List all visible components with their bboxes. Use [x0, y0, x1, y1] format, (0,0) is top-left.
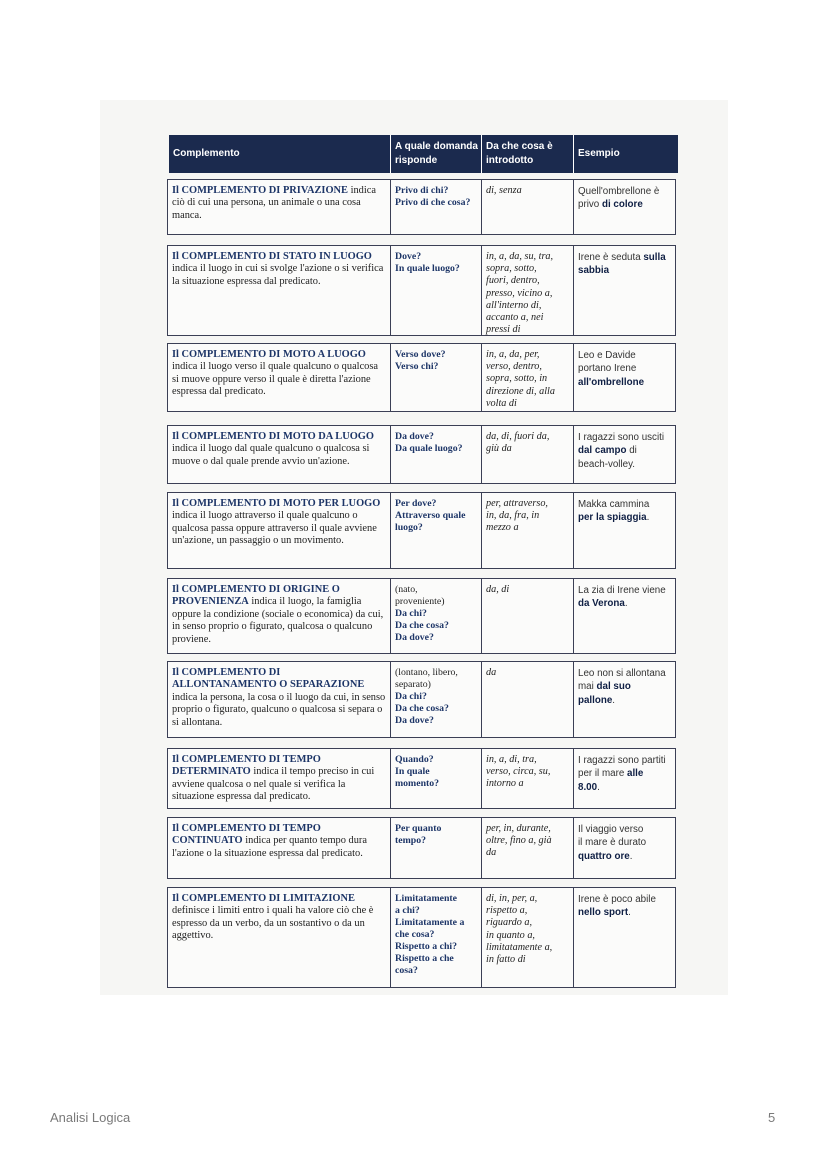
table-row: [167, 245, 676, 336]
complemento-title: Il COMPLEMENTO DI ORIGINE O PROVENIENZA: [172, 584, 340, 608]
complemento-title: Il COMPLEMENTO DI MOTO PER LUOGO: [172, 498, 381, 509]
example-highlight: di colore: [601, 199, 643, 211]
introduction-cell: [481, 662, 573, 737]
example-highlight: quattro ore: [578, 850, 630, 862]
question-text: Quando? In quale momento?: [395, 754, 440, 789]
header-domanda: A quale domanda risponde: [391, 135, 482, 173]
complemento-cell: [168, 749, 390, 808]
question-cell: [390, 579, 481, 653]
question-cell: [390, 749, 481, 808]
example-pre: Il viaggio verso il mare è durato: [578, 824, 647, 849]
table-row: [167, 492, 676, 569]
question-cell: [390, 246, 481, 335]
example-pre: Irene è poco abile: [578, 894, 656, 905]
table-row: [167, 179, 676, 235]
complemento-cell: [168, 662, 390, 737]
question-prefix: (nato, proveniente): [395, 584, 445, 607]
complemento-description: indica il tempo preciso in cui avviene qualcosa o nel quale si verifica la situazione espressa dal predicato.: [172, 766, 375, 803]
complemento-cell: [168, 246, 390, 335]
introduction-text: in, a, da, su, tra, sopra, sotto, fuori, dentro, presso, vicino a, all'interno di, accanto a, nei pressi di: [486, 251, 554, 335]
table-row: [167, 817, 676, 879]
introduction-cell: [481, 426, 573, 483]
table-row: [167, 425, 676, 484]
example-post: .: [628, 907, 631, 919]
table-row: [167, 887, 676, 988]
example-cell: [573, 749, 675, 808]
question-cell: [390, 888, 481, 987]
example-post: .: [624, 598, 628, 610]
complemento-description: indica il luogo attraverso il quale qualcuno o qualcosa passa oppure attraverso il quale avviene un'azione, un passaggio o un movimento.: [172, 510, 377, 547]
example-text: [578, 584, 671, 611]
example-pre: Makka cammina: [578, 499, 650, 510]
table-row: [167, 343, 676, 412]
example-text: [578, 498, 671, 525]
header-introdotto: Da che cosa è introdotto: [482, 135, 574, 173]
introduction-text: in, a, di, tra, verso, circa, su, intorno a: [486, 754, 551, 790]
example-highlight: alle 8.00: [578, 768, 644, 793]
complemento-description: definisce i limiti entro i quali ha valore ciò che è espresso da un verbo, da un sostantivo o da un aggettivo.: [172, 905, 374, 942]
complemento-title: Il COMPLEMENTO DI ALLONTANAMENTO O SEPARAZIONE: [172, 667, 365, 691]
question-text: Limitatamente a chi? Limitatamente a che cosa? Rispetto a chi? Rispetto a che cosa?: [395, 893, 465, 976]
introduction-cell: [481, 344, 573, 411]
example-text: [578, 349, 671, 389]
example-cell: [573, 888, 675, 987]
example-pre: La zia di Irene viene: [578, 585, 666, 596]
introduction-cell: [481, 749, 573, 808]
example-post: .: [629, 850, 633, 862]
complemento-description: indica ciò di cui una persona, un animale o una cosa manca.: [172, 185, 376, 221]
example-text: [578, 823, 671, 863]
question-text: Per dove? Attraverso quale luogo?: [395, 498, 466, 533]
header-complemento: Complemento: [169, 135, 391, 173]
introduction-text: in, a, da, per, verso, dentro, sopra, sotto, in direzione di, alla volta di: [486, 349, 555, 409]
example-highlight: dal campo: [578, 445, 627, 457]
complemento-title: Il COMPLEMENTO DI STATO IN LUOGO: [172, 251, 372, 262]
introduction-text: da: [486, 667, 497, 678]
introduction-text: di, senza: [486, 185, 522, 196]
example-text: [578, 185, 671, 212]
complemento-cell: [168, 493, 390, 568]
example-pre: Leo e Davide portano Irene: [578, 350, 637, 375]
example-cell: [573, 180, 675, 234]
complemento-cell: [168, 579, 390, 653]
table-row: [167, 578, 676, 654]
example-cell: [573, 493, 675, 568]
example-highlight: nello sport: [578, 907, 629, 919]
table-row: [167, 748, 676, 809]
question-text: Da dove? Da quale luogo?: [395, 431, 463, 454]
introduction-cell: [481, 818, 573, 878]
complemento-cell: [168, 426, 390, 483]
table-row: [167, 661, 676, 738]
header-esempio: Esempio: [578, 148, 620, 159]
example-post: di beach-volley.: [578, 445, 637, 470]
complemento-description: indica il luogo verso il quale qualcuno o qualcosa si muove oppure verso il quale è diretta l'azione espressa dal predicato.: [172, 361, 379, 398]
complemento-description: indica per quanto tempo dura l'azione o la situazione espressa dal predicato.: [172, 835, 367, 859]
example-post: .: [646, 512, 650, 524]
complemento-description: indica il luogo in cui si svolge l'azione o si verifica la situazione espressa dal predicato.: [172, 263, 384, 287]
question-cell: [390, 818, 481, 878]
complemento-description: indica il luogo, la famiglia oppure la condizione (sociale o economica) da cui, in senso proprio o figurato, qualcosa o qualcuno proviene.: [172, 596, 384, 645]
introduction-text: per, in, durante, oltre, fino a, già da: [486, 823, 552, 859]
introduction-text: da, di: [486, 584, 510, 595]
table-header: [169, 135, 678, 173]
introduction-text: da, di, fuori da, giù da: [486, 431, 550, 455]
example-text: [578, 754, 671, 794]
question-text: Privo di chi? Privo di che cosa?: [395, 185, 471, 208]
example-highlight: da Verona: [578, 598, 625, 610]
example-pre: I ragazzi sono partiti per il mare: [578, 755, 666, 780]
introduction-cell: [481, 246, 573, 335]
example-highlight: dal suo pallone: [578, 681, 631, 706]
question-text: Da chi? Da che cosa? Da dove?: [395, 691, 449, 726]
complemento-description: indica il luogo dal quale qualcuno o qualcosa si muove o dal quale prende avvio un'azione.: [172, 443, 370, 467]
example-pre: Quell'ombrellone è privo: [578, 186, 660, 211]
introduction-cell: [481, 493, 573, 568]
example-text: [578, 893, 671, 920]
example-cell: [573, 818, 675, 878]
example-text: [578, 431, 671, 471]
footer-title: Analisi Logica: [50, 1110, 131, 1125]
complemento-cell: [168, 818, 390, 878]
example-cell: [573, 246, 675, 335]
example-cell: [573, 426, 675, 483]
example-post: .: [597, 781, 600, 793]
introduction-text: per, attraverso, in, da, fra, in mezzo a: [486, 498, 548, 534]
complemento-cell: [168, 888, 390, 987]
question-text: Verso dove? Verso chi?: [395, 349, 446, 372]
complemento-title: Il COMPLEMENTO DI TEMPO DETERMINATO: [172, 754, 321, 778]
question-text: Dove? In quale luogo?: [395, 251, 460, 274]
complemento-title: Il COMPLEMENTO DI MOTO A LUOGO: [172, 349, 366, 360]
example-cell: [573, 579, 675, 653]
complemento-description: indica la persona, la cosa o il luogo da cui, in senso proprio o figurato, qualcuno o qualcosa si separa o si allontana.: [172, 691, 386, 728]
complemento-title: Il COMPLEMENTO DI PRIVAZIONE: [172, 185, 348, 196]
question-cell: [390, 344, 481, 411]
introduction-cell: [481, 180, 573, 234]
question-cell: [390, 180, 481, 234]
question-prefix: (lontano, libero, separato): [395, 667, 458, 690]
introduction-text: di, in, per, a, rispetto a, riguardo a, in quanto a, limitatamente a, in fatto di: [486, 893, 553, 966]
complemento-title: Il COMPLEMENTO DI LIMITAZIONE: [172, 893, 355, 904]
question-cell: [390, 662, 481, 737]
example-cell: [573, 662, 675, 737]
example-pre: Leo non si allontana mai: [578, 668, 666, 693]
example-pre: I ragazzi sono usciti: [578, 432, 665, 443]
question-text: Da chi? Da che cosa? Da dove?: [395, 608, 449, 643]
question-cell: [390, 426, 481, 483]
example-text: [578, 251, 671, 278]
question-text: Per quanto tempo?: [395, 823, 442, 846]
complemento-title: Il COMPLEMENTO DI TEMPO CONTINUATO: [172, 823, 321, 847]
introduction-cell: [481, 888, 573, 987]
example-pre: Irene è seduta: [578, 252, 644, 263]
example-highlight: sulla sabbia: [578, 252, 666, 277]
example-post: .: [612, 694, 616, 706]
complemento-cell: [168, 180, 390, 234]
complemento-title: Il COMPLEMENTO DI MOTO DA LUOGO: [172, 431, 374, 442]
page-number: 5: [768, 1110, 776, 1125]
example-text: [578, 667, 671, 707]
question-cell: [390, 493, 481, 568]
introduction-cell: [481, 579, 573, 653]
example-highlight: per la spiaggia: [578, 512, 647, 524]
example-cell: [573, 344, 675, 411]
complemento-cell: [168, 344, 390, 411]
example-highlight: all'ombrellone: [578, 376, 645, 388]
